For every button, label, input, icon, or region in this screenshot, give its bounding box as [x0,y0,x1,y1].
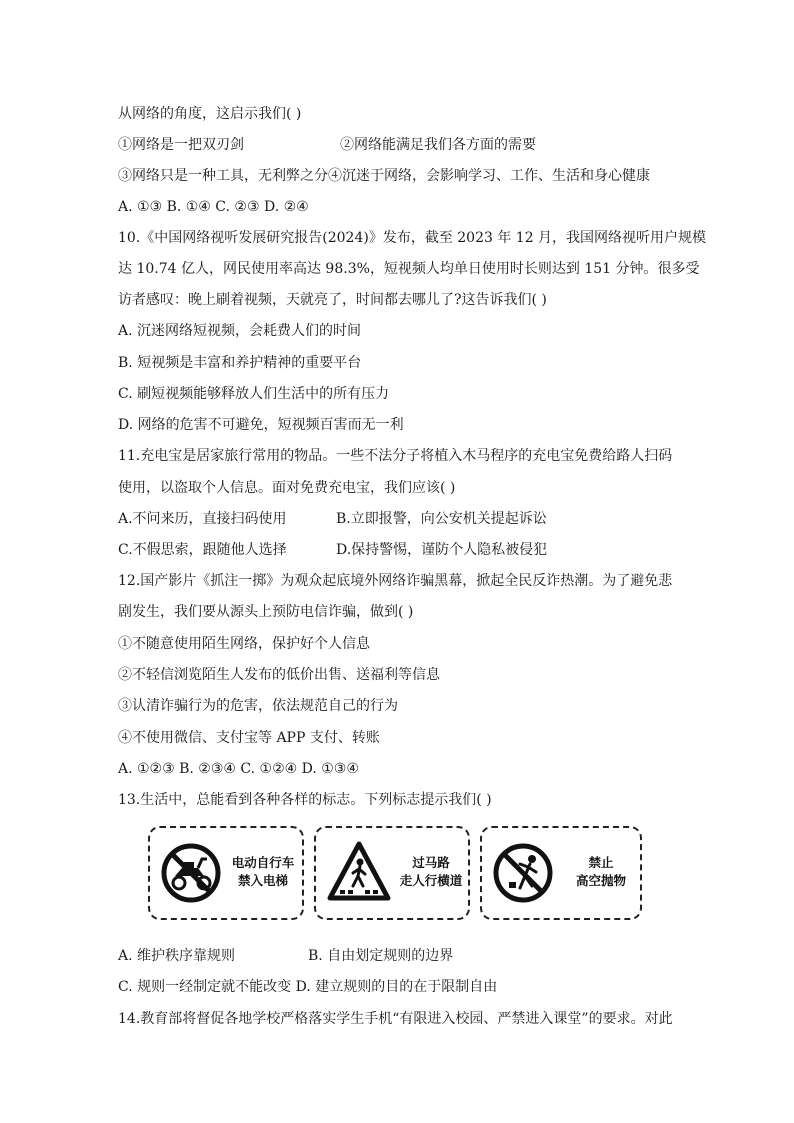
q12-option-4: ④不使用微信、支付宝等 APP 支付、转账 [118,730,380,746]
q12-option-3: ③认清诈骗行为的危害，依法规范自己的行为 [118,698,398,714]
q10-stem-line-3: 访者感叹：晚上刷着视频，天就亮了，时间都去哪儿了?这告诉我们( ) [118,292,547,308]
sign-1-label-line-1: 电动自行车 [231,855,295,870]
sign-no-throwing-from-height [480,826,642,920]
q13-choice-c-d: C. 规则一经制定就不能改变 D. 建立规则的目的在于限制自由 [118,979,498,995]
q12-stem-line-2: 剧发生，我们要从源头上预防电信诈骗，做到( ) [118,604,414,620]
q14-stem-line-1: 14.教育部将督促各地学校严格落实学生手机“有限进入校园、严禁进入课堂”的要求。对此 [118,1011,673,1027]
sign-3-label-line-2: 高空抛物 [575,873,626,888]
q11-choice-a: A.不问来历，直接扫码使用 [118,511,287,527]
q12-choices: A. ①②③ B. ②③④ C. ①②④ D. ①③④ [118,761,359,777]
q11-choice-d: D.保持警惕，谨防个人隐私被侵犯 [336,542,548,558]
q9-stem: 从网络的角度，这启示我们( ) [118,106,302,122]
q10-choice-c: C. 刷短视频能够释放人们生活中的所有压力 [118,386,390,402]
sign-no-e-bike-in-elevator [148,826,304,920]
q10-stem-line-1: 10.《中国网络视听发展研究报告(2024)》发布，截至 2023 年 12 月，我国网络视听用户规模 [118,230,707,246]
q10-choice-b: B. 短视频是丰富和养护精神的重要平台 [118,355,362,371]
q11-stem-line-2: 使用，以盗取个人信息。面对免费充电宝，我们应该( ) [118,480,456,496]
q12-option-1: ①不随意使用陌生网络，保护好个人信息 [118,636,370,652]
sign-pedestrian-crossing [314,826,470,920]
q10-stem-line-2: 达 10.74 亿人，网民使用率高达 98.3%，短视频人均单日使用时长则达到 151 分钟。很多受 [118,261,700,277]
q11-choice-b: B.立即报警，向公安机关提起诉讼 [336,511,547,527]
no-e-bike-icon [160,842,222,904]
q9-choices: A. ①③ B. ①④ C. ②③ D. ②④ [118,199,309,215]
q13-choice-a: A. 维护秩序靠规则 [118,948,236,964]
q9-option-2: ②网络能满足我们各方面的需要 [340,137,536,153]
sign-2-label-line-1: 过马路 [412,855,450,870]
q13-sign-figure [148,826,642,922]
q13-choice-b: B. 自由划定规则的边界 [308,948,454,964]
q9-option-3-4: ③网络只是一种工具，无利弊之分④沉迷于网络，会影响学习、工作、生活和身心健康 [118,168,650,184]
q10-choice-a: A. 沉迷网络短视频，会耗费人们的时间 [118,323,362,339]
q12-option-2: ②不轻信浏览陌生人发布的低价出售、送福利等信息 [118,667,440,683]
q12-stem-line-1: 12.国产影片《抓注一掷》为观众起底境外网络诈骗黑幕，掀起全民反诈热潮。为了避免悲 [118,573,673,589]
q11-choice-c: C.不假思索，跟随他人选择 [118,542,287,558]
q10-choice-d: D. 网络的危害不可避免，短视频百害而无一利 [118,417,404,433]
no-throwing-objects-icon [492,842,554,904]
sign-2-label-line-2: 走人行横道 [399,873,463,888]
q13-stem: 13.生活中，总能看到各种各样的标志。下列标志提示我们( ) [118,792,492,808]
q11-stem-line-1: 11.充电宝是居家旅行常用的物品。一些不法分子将植入木马程序的充电宝免费给路人扫码 [118,448,673,464]
pedestrian-crossing-icon [326,840,392,904]
sign-3-label-line-1: 禁止 [588,855,614,870]
sign-1-label-line-2: 禁入电梯 [237,873,288,888]
q9-option-1: ①网络是一把双刃剑 [118,137,244,153]
